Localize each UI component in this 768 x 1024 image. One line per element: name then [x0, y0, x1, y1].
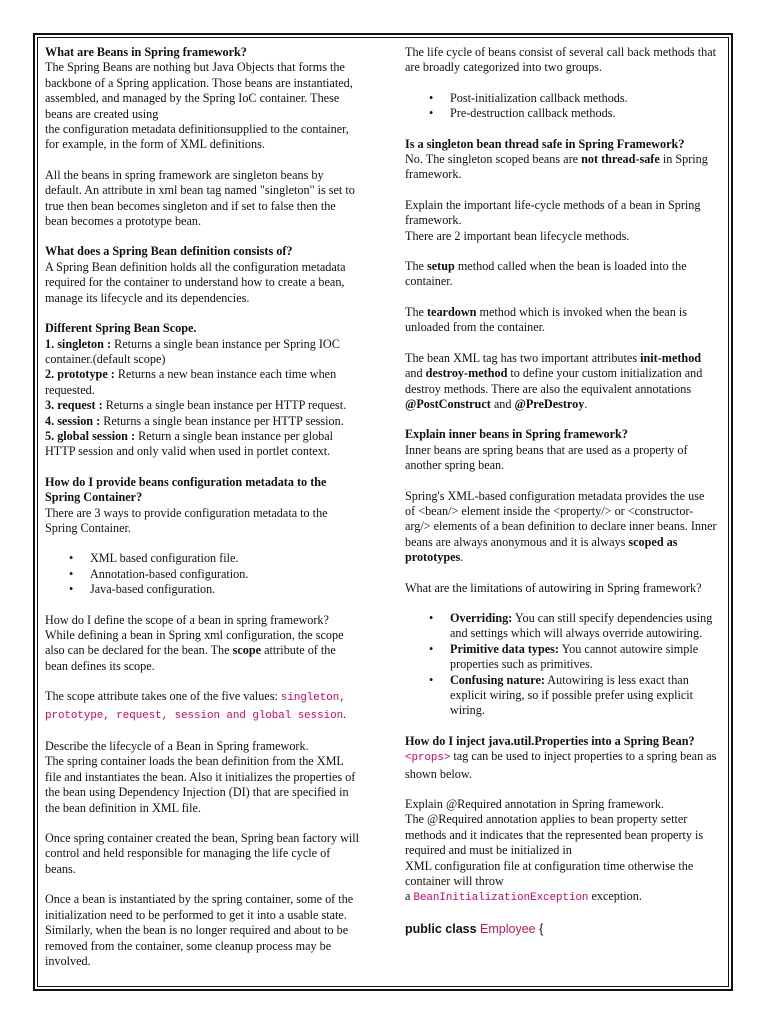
beans-body-2: the configuration metadata definitionsupplied to the container, for example, in the form of XML definitions. [45, 122, 349, 152]
beans-body: The Spring Beans are nothing but Java Objects that forms the backbone of a Spring application. Those beans are instantiated, assembled, and managed by the Spring IoC container. These beans are created using [45, 60, 353, 121]
scope-item: 5. global session : Return a single bean instance per global HTTP session and only valid when used in portlet context. [45, 428, 334, 459]
thread-safe-section: Is a singleton bean thread safe in Spring Framework? No. The singleton scoped beans are not thread-safe in Spring framework. [405, 137, 717, 183]
inner-beans-heading: Explain inner beans in Spring framework? [405, 427, 628, 442]
scope-define-section: How do I define the scope of a bean in spring framework? While defining a bean in Spring xml configuration, the scope also can be declared for the bean. The scope attribute of the bean defines its scope. [45, 613, 361, 675]
list-item: • Pre-destruction callback methods. [450, 106, 717, 121]
beans-section [45, 45, 361, 153]
xml-tag-paragraph: The bean XML tag has two important attributes init-method and destroy-method to define your custom initialization and destroy methods. There are also the equivalent annotations @PostConstruct and @PreDestroy. [405, 350, 703, 411]
list-item: • Confusing nature: Autowiring is less exact than explicit wiring, so if possible prefer using explicit wiring. [450, 673, 717, 719]
scope-heading: Different Spring Bean Scope. [45, 321, 197, 336]
xml-based-paragraph: Spring's XML-based configuration metadata provides the use of <bean/> element inside the <property/> or <constructor-arg/> elements of a bean definition to declare inner beans. Inner beans are always anonymous and it is always scoped as prototypes. [405, 488, 717, 565]
lifecycle-section [45, 739, 361, 816]
autowire-question: What are the limitations of autowiring in Spring framework? [405, 580, 702, 595]
initialization-paragraph: Once a bean is instantiated by the spring container, some of the initialization need to be performed to get it into a usable state. Similarly, when the bean is no longer required and about to be removed from the container, some cleanup process may be involved. [45, 892, 354, 968]
autowire-list [405, 611, 717, 719]
factory-paragraph: Once spring container created the bean, Spring bean factory will control and held responsible for managing the life cycle of beans. [45, 831, 360, 876]
config-metadata-section [45, 475, 361, 537]
left-column [45, 45, 361, 984]
thread-safe-heading: Is a singleton bean thread safe in Spring Framework? [405, 136, 685, 151]
props-heading: How do I inject java.util.Properties into a Spring Bean? [405, 733, 695, 748]
teardown-paragraph: The teardown method which is invoked when the bean is unloaded from the container. [405, 304, 687, 335]
setup-paragraph: The setup method called when the bean is loaded into the container. [405, 259, 687, 289]
definition-body: A Spring Bean definition holds all the configuration metadata required for the container to understand how to create a bean, manage its lifecycle and its dependencies. [45, 259, 346, 305]
definition-heading: What does a Spring Bean definition consists of? [45, 244, 293, 259]
scope-define-question: How do I define the scope of a bean in spring framework? [45, 612, 329, 627]
lifecycle-methods-answer: There are 2 important bean lifecycle methods. [405, 228, 630, 243]
list-item: • Post-initialization callback methods. [450, 91, 717, 106]
lifecycle-methods-question: Explain the important life-cycle methods of a bean in Spring framework. [405, 197, 701, 228]
required-section: Explain @Required annotation in Spring framework. The @Required annotation applies to bean property setter methods and it indicates that the represented bean property is required and must be initialized in XML configuration file at configuration time otherwise the container will throw a BeanInitializationException exception. [405, 797, 717, 907]
callbacks-paragraph: The life cycle of beans consist of several call back methods that are broadly categorized into two groups. [405, 45, 717, 75]
inner-beans-body: Inner beans are spring beans that are used as a property of another spring bean. [405, 442, 688, 473]
list-item: • Java-based configuration. [90, 582, 361, 597]
list-item: • Overriding: You can still specify dependencies using and settings which will always override autowiring. [450, 611, 717, 642]
scope-values-paragraph: The scope attribute takes one of the five values: singleton, prototype, request, session and global session. [45, 689, 347, 722]
list-item: • XML based configuration file. [90, 551, 361, 566]
scope-item: 2. prototype : Returns a new bean instance each time when requested. [45, 367, 337, 397]
config-metadata-body: There are 3 ways to provide configuration metadata to the Spring Container. [45, 505, 328, 535]
singleton-paragraph: All the beans in spring framework are singleton beans by default. An attribute in xml bean tag named "singleton" is set to true then bean becomes singleton and if set to false then the bean becomes a prototype bean. [45, 167, 355, 229]
code-snippet: public class Employee { [405, 921, 544, 936]
exception-code: BeanInitializationException [413, 892, 589, 905]
required-question: Explain @Required annotation in Spring framework. [405, 797, 664, 812]
scope-section [45, 321, 361, 460]
beans-heading: What are Beans in Spring framework? [45, 45, 247, 59]
callbacks-list [405, 91, 717, 122]
props-code: <props> [405, 752, 451, 765]
config-methods-list [45, 551, 361, 597]
config-metadata-heading: How do I provide beans configuration metadata to the Spring Container? [45, 474, 327, 505]
lifecycle-body: The spring container loads the bean definition from the XML file and instantiates the bean. Also it initializes the properties of the bean using Dependency Injection (DI) that are specified in the bean definition in XML file. [45, 754, 356, 815]
list-item: • Annotation-based configuration. [90, 567, 361, 582]
scope-item: 3. request : Returns a single bean instance per HTTP request. [45, 398, 347, 413]
lifecycle-methods-section [405, 198, 717, 244]
list-item: • Primitive data types: You cannot autowire simple properties such as primitives. [450, 642, 717, 673]
definition-section [45, 244, 361, 306]
scope-values-code: singleton, prototype, request, session and global session [45, 692, 346, 722]
lifecycle-question: Describe the lifecycle of a Bean in Spring framework. [45, 739, 309, 754]
scope-item: 1. singleton : Returns a single bean instance per Spring IOC container.(default scope) [45, 336, 340, 366]
inner-beans-section [405, 427, 717, 473]
scope-item: 4. session : Returns a single bean instance per HTTP session. [45, 413, 344, 428]
right-column [405, 45, 717, 937]
props-section: How do I inject java.util.Properties into a Spring Bean? <props> tag can be used to inject properties to a spring bean as shown below. [405, 733, 717, 781]
